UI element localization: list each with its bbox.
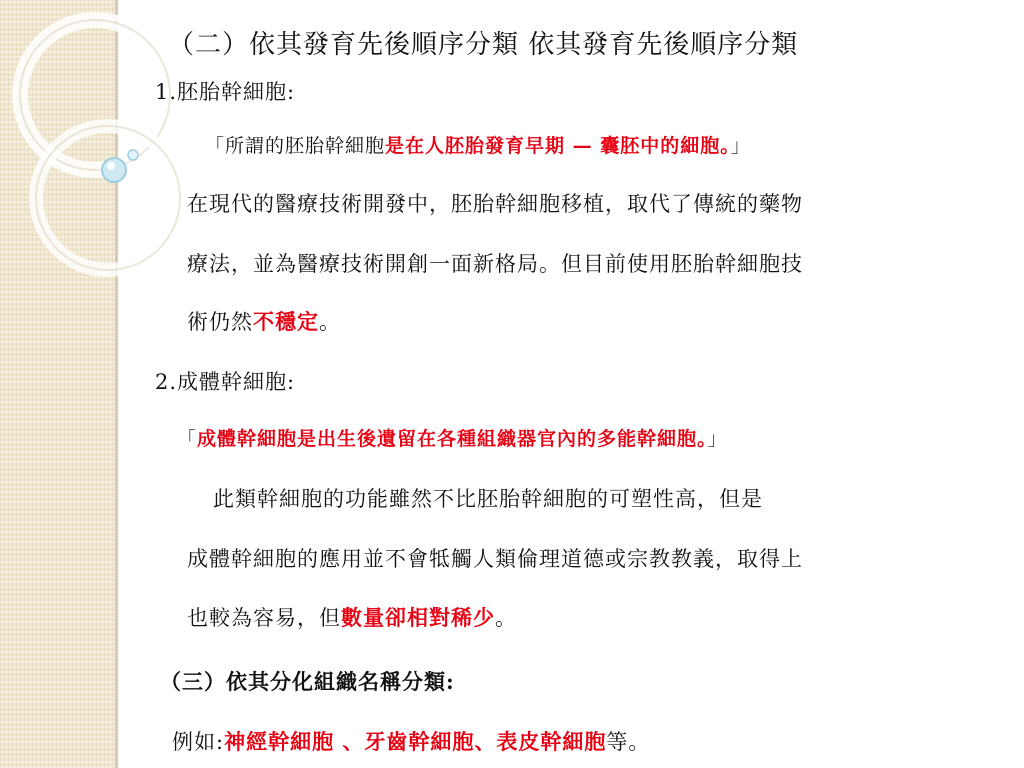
section2-body-line3-highlight: 數量卻相對稀少 [341,605,495,630]
section1-body-line3 [187,308,341,336]
slide-heading: （二）依其發育先後順序分類 依其發育先後順序分類 [168,30,799,60]
section3-example [172,728,650,756]
section1-body-line1: 在現代的醫療技術開發中，胚胎幹細胞移植，取代了傳統的藥物 [187,192,803,216]
large-ring-outline [20,20,170,170]
section2-quote-highlight: 成體幹細胞是出生後遺留在各種組織器官內的多能幹細胞。 [197,428,708,450]
section1-label: 1.胚胎幹細胞: [155,80,296,104]
section1-body-line3-highlight: 不穩定 [253,309,319,334]
section3-example-pre: 例如: [172,730,225,754]
section3-heading: （三）依其分化組織名稱分類: [160,669,455,694]
section1-quote-open: 「所謂的胚胎幹細胞 [205,135,386,157]
small-bubble [128,150,138,160]
section1-body-line3-pre: 術仍然 [187,310,253,334]
section1-quote-close: 」 [730,135,751,157]
bubble-shine [107,162,115,170]
section1-body-line3-post: 。 [319,310,341,334]
section3-example-highlight: 神經幹細胞 、牙齒幹細胞、表皮幹細胞 [224,729,607,754]
section3-example-post: 等。 [606,730,651,754]
section2-quote-close: 」 [707,428,728,450]
section1-body-line2: 療法，並為醫療技術開創一面新格局。但目前使用胚胎幹細胞技 [187,252,803,276]
section2-body-line3-post: 。 [495,606,517,630]
section2-label: 2.成體幹細胞: [155,370,296,394]
section2-body-line3 [187,604,517,632]
section2-quote [177,425,728,453]
section1-quote [205,132,751,160]
section1-quote-highlight: 是在人胚胎發育早期 — 囊胚中的細胞。 [385,135,731,157]
section2-body-line1: 此類幹細胞的功能雖然不比胚胎幹細胞的可塑性高，但是 [213,487,763,511]
section2-body-line3-pre: 也較為容易，但 [187,606,341,630]
section2-quote-open: 「 [177,428,198,450]
large-bubble [102,158,126,182]
lower-ring-outline [36,126,180,270]
section2-body-line2: 成體幹細胞的應用並不會牴觸人類倫理道德或宗教教義，取得上 [187,547,803,571]
